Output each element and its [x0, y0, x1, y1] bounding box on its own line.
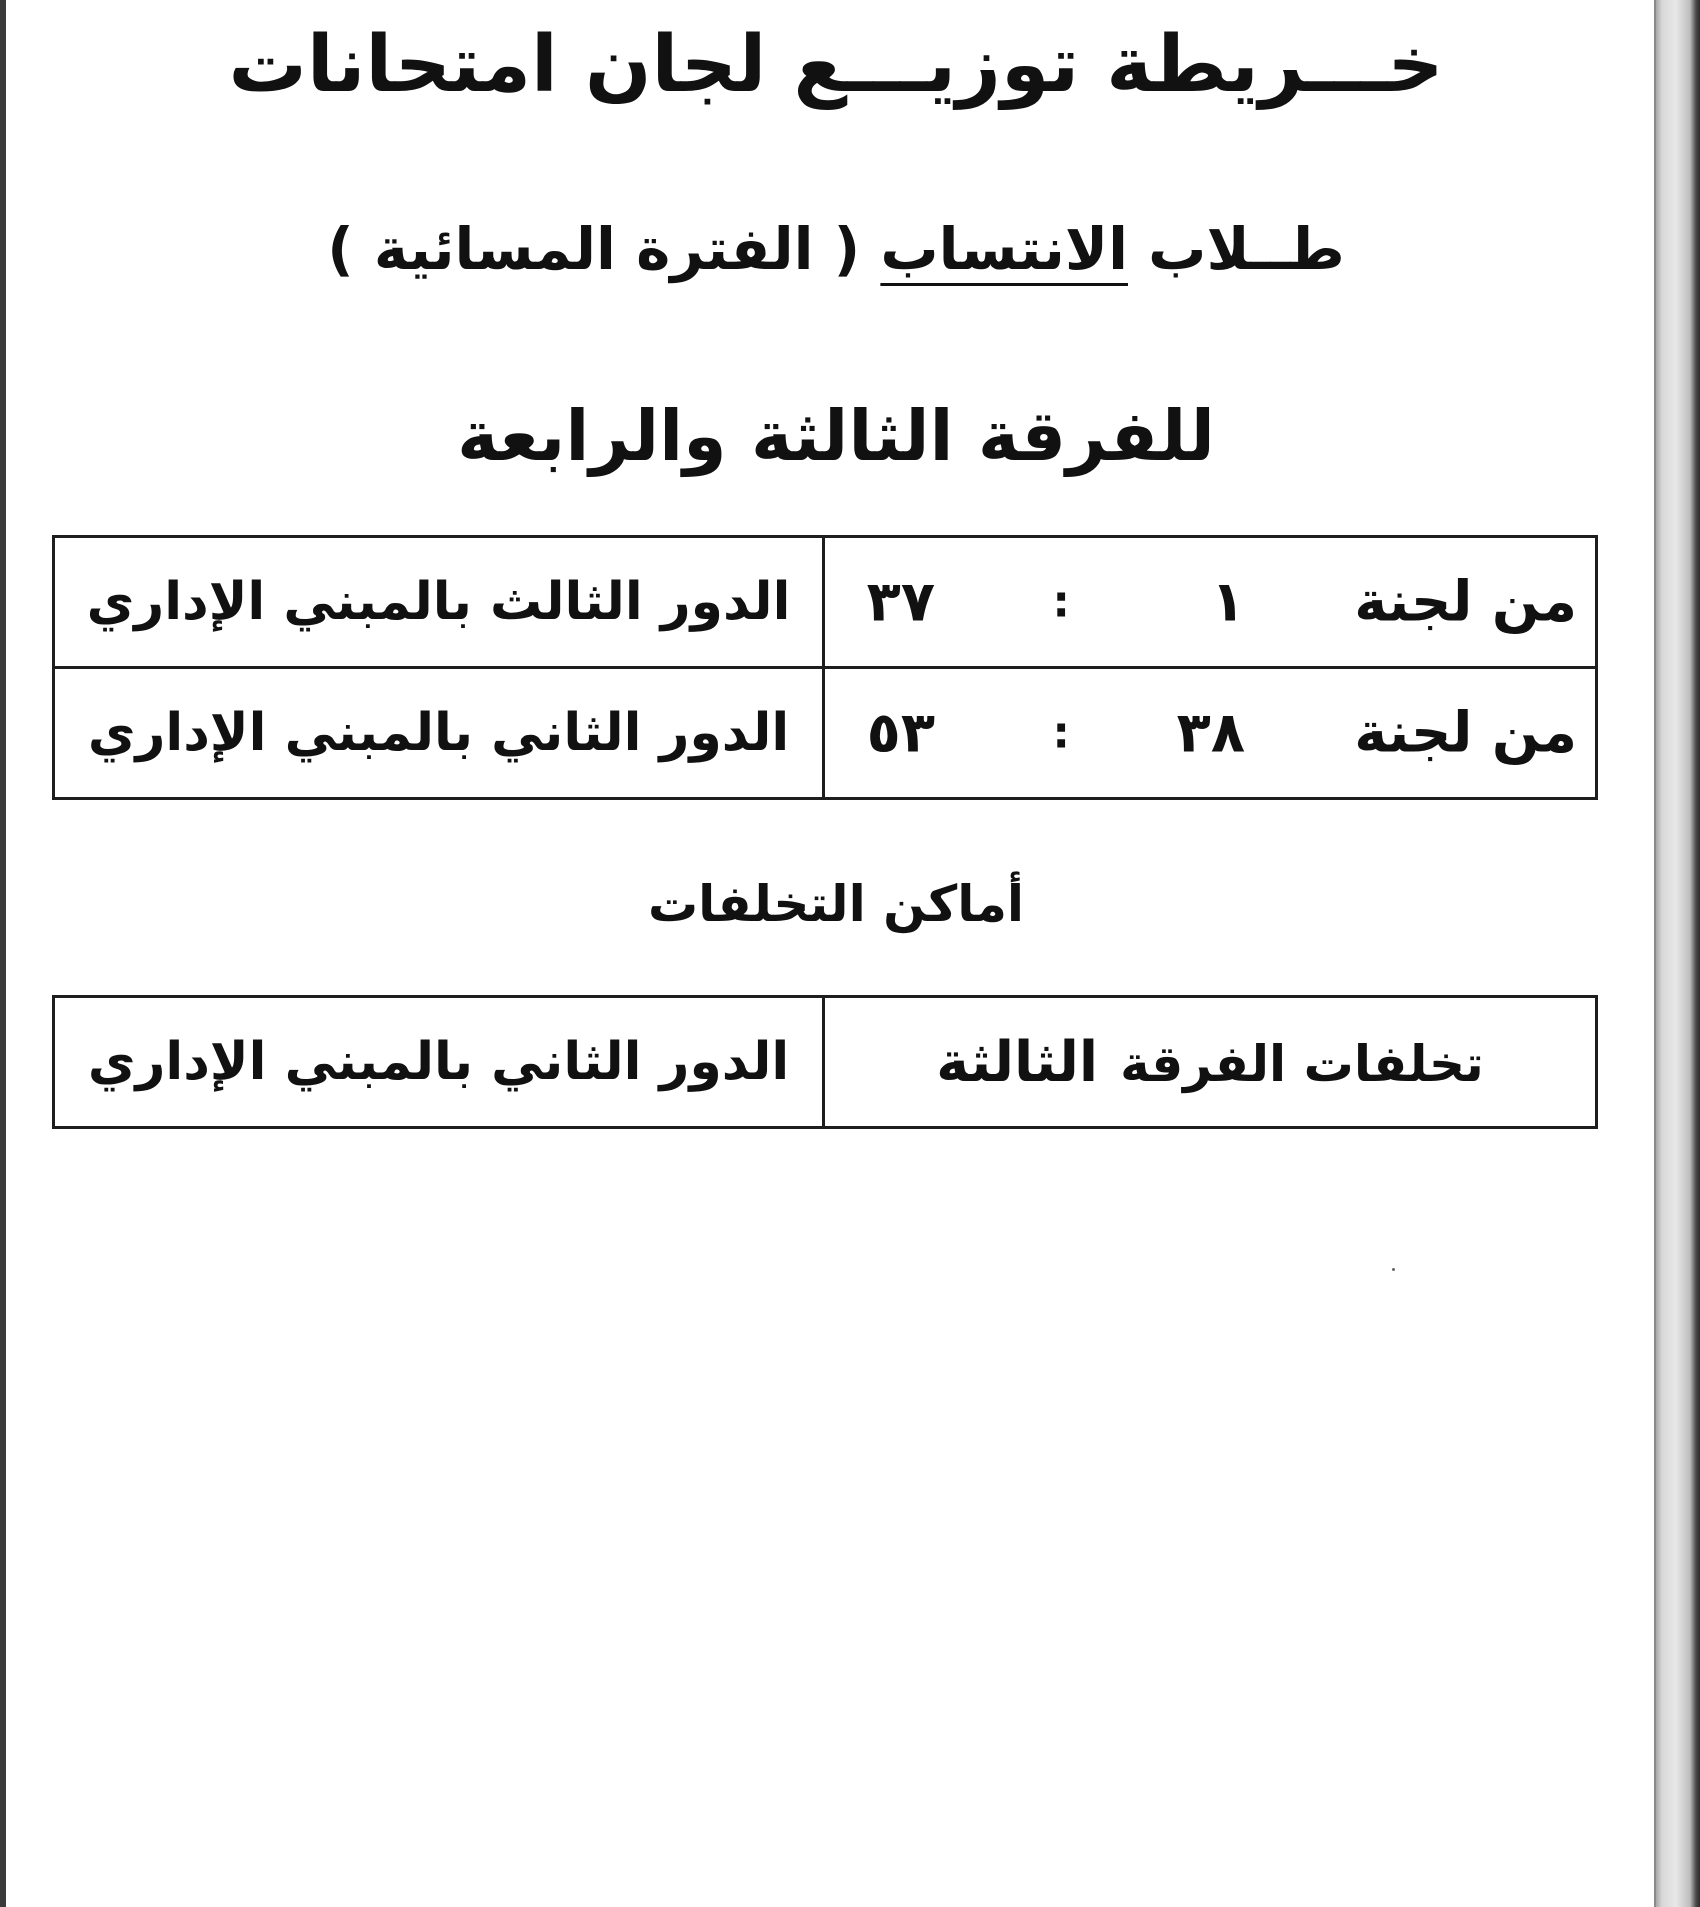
- scan-edge-right: [1656, 0, 1700, 1907]
- subtitle-suffix: ( الفترة المسائية ): [327, 215, 881, 283]
- committee-label: من لجنة: [1354, 700, 1577, 766]
- committee-label: من لجنة: [1354, 569, 1577, 635]
- committee-table: [52, 535, 1598, 800]
- committee-range-cell: [824, 668, 1597, 799]
- table-row: [54, 537, 1597, 668]
- subtitle-prefix: طــلاب: [1127, 215, 1345, 283]
- committee-to: ٥٣: [866, 700, 935, 766]
- range-separator: :: [1052, 707, 1070, 759]
- table-row: [54, 997, 1597, 1128]
- committee-to: ٣٧: [866, 569, 935, 635]
- subtitle-underlined: الانتساب: [880, 215, 1128, 283]
- table-row: [54, 668, 1597, 799]
- committee-range-cell: [824, 537, 1597, 668]
- document-subtitle: [6, 215, 1666, 283]
- document-page: [6, 0, 1610, 1907]
- range-separator: :: [1052, 576, 1070, 628]
- backlog-table: [52, 995, 1598, 1129]
- committee-from: ٣٨: [1176, 700, 1245, 766]
- backlog-heading: أماكن التخلفات: [647, 875, 1025, 933]
- committee-location: الدور الثالث بالمبني الإداري: [54, 537, 824, 668]
- committee-from: ١: [1210, 569, 1245, 635]
- backlog-group-cell: [824, 997, 1597, 1128]
- document-title: خـــريطة توزيـــع لجان امتحانات: [228, 20, 1444, 110]
- backlog-location: الدور الثاني بالمبني الإداري: [54, 997, 824, 1128]
- committee-location: الدور الثاني بالمبني الإداري: [54, 668, 824, 799]
- year-heading: للفرقة الثالثة والرابعة: [457, 395, 1215, 477]
- scan-speck: [1392, 1268, 1395, 1271]
- backlog-label: تخلفات الفرقة: [1120, 1034, 1484, 1093]
- backlog-year: الثالثة: [936, 1029, 1099, 1095]
